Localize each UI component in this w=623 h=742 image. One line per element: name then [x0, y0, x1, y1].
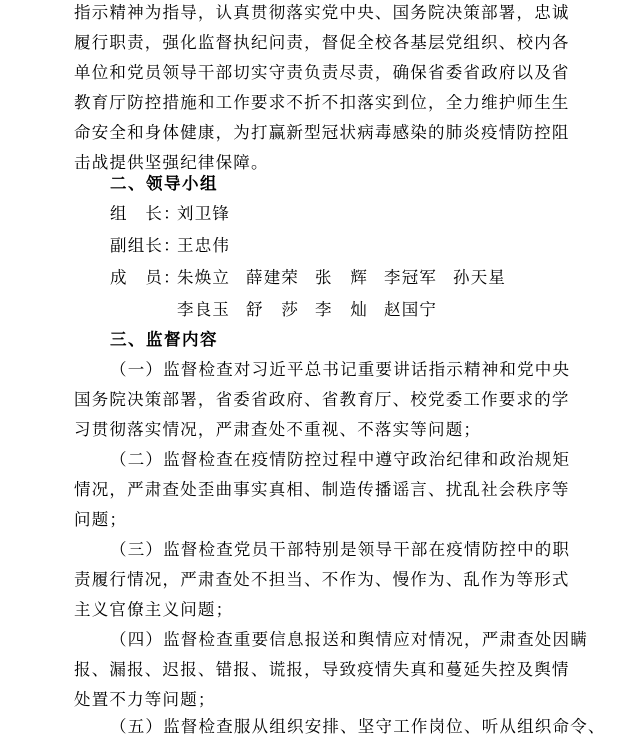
section-heading-supervision-content: 三、监督内容 — [110, 330, 218, 349]
member-name: 朱焕立 — [177, 268, 231, 287]
member-name: 孙天星 — [453, 268, 507, 287]
supervision-item-2-line-3: 问题； — [74, 510, 128, 529]
intro-line-6: 击战提供坚强纪律保障。 — [74, 153, 269, 172]
supervision-item-4-line-3: 处置不力等问题； — [74, 690, 216, 709]
supervision-item-3-line-1: （三）监督检查党员干部特别是领导干部在疫情防控中的职 — [110, 540, 571, 559]
supervision-item-4-line-2: 报、漏报、迟报、错报、谎报，导致疫情失真和蔓延失控及舆情 — [74, 660, 570, 679]
leader-name: 刘卫锋 — [177, 204, 231, 223]
supervision-item-1-line-3: 习贯彻落实情况，严肃查处不重视、不落实等问题； — [74, 420, 482, 439]
supervision-item-4-line-1: （四）监督检查重要信息报送和舆情应对情况，严肃查处因瞒 — [110, 630, 588, 649]
supervision-item-1-line-2: 国务院决策部署，省委省政府、省教育厅、校党委工作要求的学 — [74, 390, 570, 409]
intro-line-1: 指示精神为指导，认真贯彻落实党中央、国务院决策部署，忠诚 — [74, 3, 570, 22]
intro-line-2: 履行职责，强化监督执纪问责，督促全校各基层党组织、校内各 — [74, 33, 570, 52]
member-name: 张 辉 — [315, 268, 369, 287]
supervision-item-2-line-1: （二）监督检查在疫情防控过程中遵守政治纪律和政治规矩 — [110, 450, 571, 469]
member-name: 李 灿 — [315, 300, 369, 319]
intro-line-4: 教育厅防控措施和工作要求不折不扣落实到位，全力维护师生生 — [74, 93, 570, 112]
leader-label: 组 长： — [110, 204, 181, 223]
member-name: 舒 莎 — [246, 300, 300, 319]
supervision-item-1-line-1: （一）监督检查对习近平总书记重要讲话指示精神和党中央 — [110, 360, 571, 379]
deputy-label: 副组长： — [110, 236, 181, 255]
intro-line-5: 命安全和身体健康，为打赢新型冠状病毒感染的肺炎疫情防控阻 — [74, 123, 570, 142]
deputy-name: 王忠伟 — [177, 236, 231, 255]
supervision-item-3-line-3: 主义官僚主义问题； — [74, 600, 234, 619]
supervision-item-2-line-2: 情况，严肃查处歪曲事实真相、制造传播谣言、扰乱社会秩序等 — [74, 480, 570, 499]
intro-line-3: 单位和党员领导干部切实守责负责尽责，确保省委省政府以及省 — [74, 63, 570, 82]
supervision-item-5-line-1: （五）监督检查服从组织安排、坚守工作岗位、听从组织命令、 — [110, 717, 606, 736]
member-name: 薛建荣 — [246, 268, 300, 287]
section-heading-leadership-group: 二、领导小组 — [110, 174, 218, 193]
member-name: 李良玉 — [177, 300, 231, 319]
member-name: 赵国宁 — [384, 300, 438, 319]
supervision-item-3-line-2: 责履行情况，严肃查处不担当、不作为、慢作为、乱作为等形式 — [74, 570, 570, 589]
member-name: 李冠军 — [384, 268, 438, 287]
members-label: 成 员： — [110, 268, 181, 287]
